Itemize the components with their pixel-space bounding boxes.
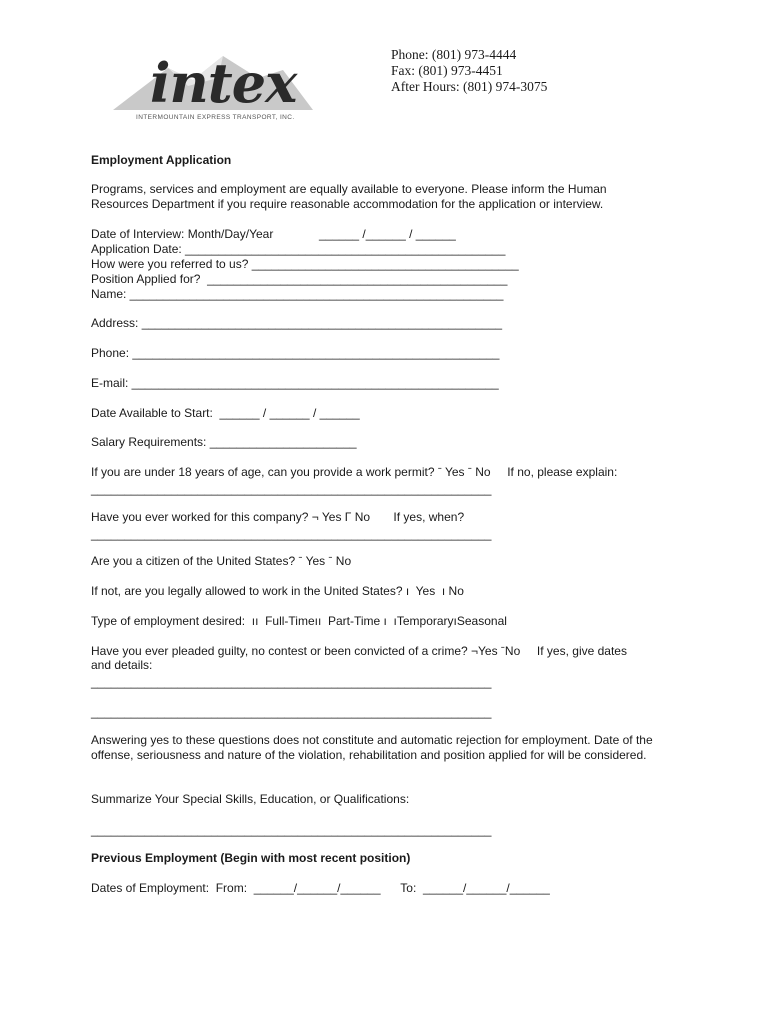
- guilty-question-cont: and details:: [91, 658, 153, 672]
- under18-question: If you are under 18 years of age, can you provide a work permit? ˉ Yes ˉ No If no, please explain:: [91, 465, 618, 479]
- citizen-question: Are you a citizen of the United States? ˉ Yes ˉ No: [91, 554, 352, 568]
- skills-label: Summarize Your Special Skills, Education, or Qualifications:: [91, 792, 410, 806]
- logo-wordmark: intex: [150, 51, 297, 115]
- notice-paragraph: Answering yes to these questions does not constitute and automatic rejection for employment. Date of the offense, seriousness and nature of the violation, rehabilitation and position applied for will be considered.: [91, 733, 653, 762]
- email-field[interactable]: E-mail: _______________________________________________________: [91, 376, 499, 390]
- employment-dates-field[interactable]: Dates of Employment: From: ______/______/______ To: ______/______/______: [91, 881, 550, 895]
- referred-field[interactable]: How were you referred to us? ________________________________________: [91, 257, 519, 271]
- address-field[interactable]: Address: ______________________________________________________: [91, 316, 503, 330]
- phone-field[interactable]: Phone: _______________________________________________________: [91, 346, 500, 360]
- guilty-details-line-2[interactable]: ____________________________________________________________: [91, 705, 492, 719]
- date-available-field[interactable]: Date Available to Start: ______ / ______ / ______: [91, 406, 360, 420]
- contact-phone: Phone: (801) 973-4444: [391, 47, 517, 62]
- under18-explain-line[interactable]: ____________________________________________________________: [91, 482, 492, 496]
- guilty-question: Have you ever pleaded guilty, no contest or been convicted of a crime? ¬Yes ˉNo If yes, give dates: [91, 644, 627, 658]
- worked-here-question: Have you ever worked for this company? ¬ Yes Γ No If yes, when?: [91, 510, 465, 524]
- interview-date-label: Date of Interview: Month/Day/Year: [91, 227, 274, 241]
- previous-employment-heading: Previous Employment (Begin with most recent position): [91, 851, 411, 865]
- legally-allowed-question: If not, are you legally allowed to work in the United States? ı Yes ı No: [91, 584, 464, 598]
- company-logo: [108, 48, 318, 128]
- salary-field[interactable]: Salary Requirements: ______________________: [91, 435, 357, 449]
- application-date-field[interactable]: Application Date: ________________________________________________: [91, 242, 506, 256]
- name-field[interactable]: Name: ________________________________________________________: [91, 287, 504, 301]
- contact-fax: Fax: (801) 973-4451: [391, 63, 503, 78]
- interview-date-field[interactable]: ______ /______ / ______: [319, 227, 456, 241]
- intro-paragraph: Programs, services and employment are equally available to everyone. Please inform the Human Resources Department if you require reasonable accommodation for the application or interview.: [91, 182, 607, 211]
- page-title: Employment Application: [91, 153, 232, 167]
- position-field[interactable]: Position Applied for? _____________________________________________: [91, 272, 508, 286]
- logo-tagline: INTERMOUNTAIN EXPRESS TRANSPORT, INC.: [136, 114, 295, 121]
- worked-here-line[interactable]: ____________________________________________________________: [91, 527, 492, 541]
- skills-line[interactable]: ____________________________________________________________: [91, 823, 492, 837]
- contact-after-hours: After Hours: (801) 974-3075: [391, 79, 548, 94]
- employment-type-question: Type of employment desired: ıı Full-Timeıı Part-Time ı ıTemporaryıSeasonal: [91, 614, 507, 628]
- guilty-details-line-1[interactable]: ____________________________________________________________: [91, 675, 492, 689]
